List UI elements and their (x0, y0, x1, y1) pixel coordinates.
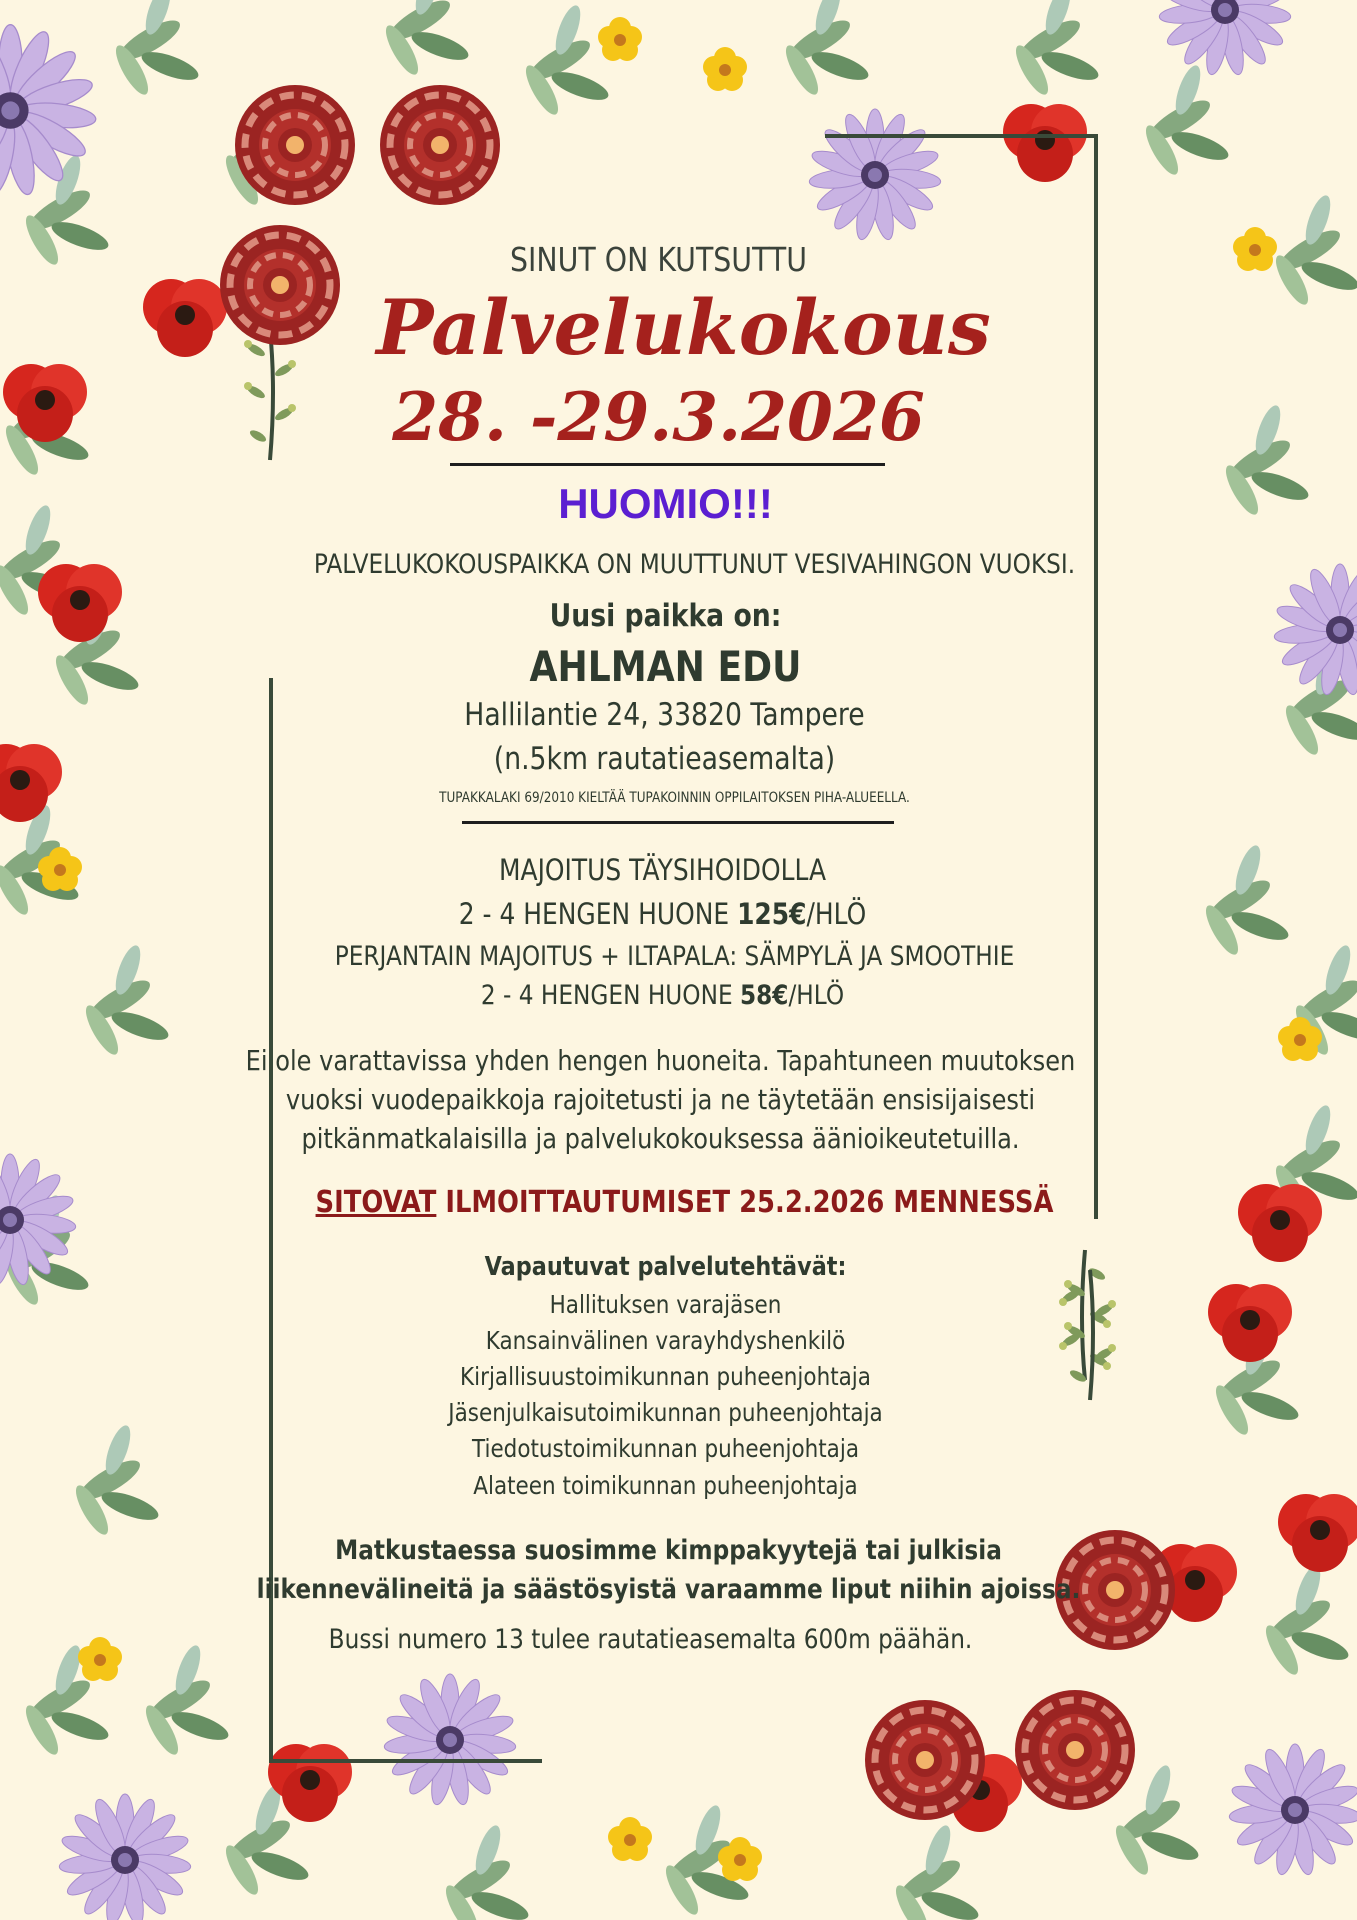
position-item: Hallituksen varajäsen (549, 1290, 782, 1319)
registration-deadline (101, 1185, 1268, 1220)
position-item: Tiedotustoimikunnan puheenjohtaja (472, 1434, 859, 1463)
new-place-label: Uusi paikka on: (549, 598, 782, 634)
friday-per-person-text: /HLÖ (788, 980, 845, 1011)
full-board-price: 125€ (737, 897, 807, 931)
positions-heading: Vapautuvat palvelutehtävät: (484, 1252, 847, 1282)
rooms-note-line-3: pitkänmatkalaisilla ja palvelukokouksessa äänioikeutetuilla. (301, 1122, 1020, 1155)
venue-change-reason: PALVELUKOKOUSPAIKKA ON MUUTTUNUT VESIVAHINGON VUOKSI. (313, 549, 1076, 580)
invite-kicker: SINUT ON KUTSUTTU (509, 240, 808, 279)
lodging-heading: MAJOITUS TÄYSIHOIDOLLA (498, 853, 827, 887)
title-divider (450, 463, 885, 466)
binding-word: SITOVAT (315, 1185, 437, 1220)
frame-bottom-line (269, 1759, 542, 1763)
friday-lodging-heading: PERJANTAIN MAJOITUS + ILTAPALA: SÄMPYLÄ JA SMOOTHIE (334, 941, 1015, 972)
smoking-rule: TUPAKKALAKI 69/2010 KIELTÄÄ TUPAKOINNIN OPPILAITOKSEN PIHA-ALUEELLA. (439, 790, 910, 806)
frame-top-line (825, 134, 1098, 138)
rooms-note-line-2: vuoksi vuodepaikkoja rajoitetusti ja ne täytetään ensisijaisesti (285, 1083, 1036, 1116)
travel-note-line-1: Matkustaessa suosimme kimppakyytejä tai julkisia (335, 1535, 1002, 1566)
friday-room-size-text: 2 - 4 HENGEN HUONE (480, 980, 740, 1011)
position-item: Jäsenjulkaisutoimikunnan puheenjohtaja (448, 1398, 883, 1427)
position-item: Kirjallisuustoimikunnan puheenjohtaja (460, 1362, 871, 1391)
friday-price: 58€ (739, 980, 789, 1011)
lodging-full-price (79, 897, 1246, 931)
alert-heading: HUOMIO!!! (558, 480, 773, 527)
room-size-text: 2 - 4 HENGEN HUONE (458, 897, 738, 931)
deadline-text: ILMOITTAUTUMISET 25.2.2026 MENNESSÄ (436, 1185, 1054, 1220)
event-title: Palvelukokous (376, 283, 991, 372)
notice-divider (462, 821, 894, 824)
position-item: Alateen toimikunnan puheenjohtaja (473, 1471, 858, 1500)
bus-info: Bussi numero 13 tulee rautatieasemalta 600m päähän. (328, 1624, 973, 1655)
venue-name: AHLMAN EDU (529, 642, 802, 691)
rooms-note-line-1: Ei ole varattavissa yhden hengen huoneita. Tapahtuneen muutoksen (245, 1044, 1076, 1077)
venue-address: Hallilantie 24, 33820 Tampere (464, 697, 865, 733)
event-dates: 28. -29.3.2026 (392, 378, 925, 456)
travel-note-line-2: liikennevälineitä ja säästösyistä varaamme liput niihin ajoissa. (256, 1574, 1081, 1605)
position-item: Kansainvälinen varayhdyshenkilö (485, 1326, 846, 1355)
venue-distance: (n.5km rautatieasemalta) (493, 741, 836, 777)
lodging-friday-price (79, 980, 1246, 1011)
per-person-text: /HLÖ (806, 897, 867, 931)
